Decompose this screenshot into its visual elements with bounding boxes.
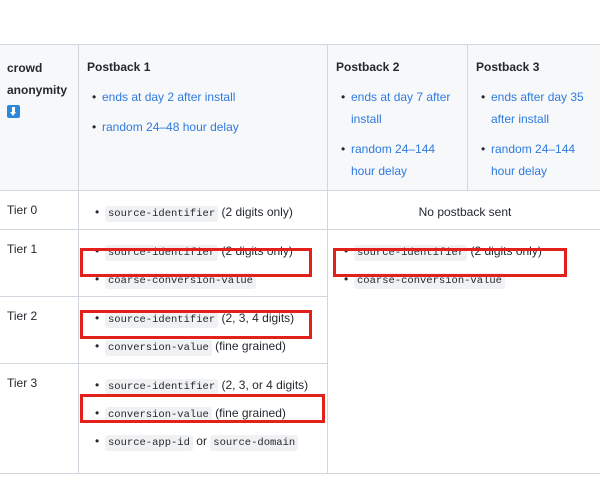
postback-1-item[interactable]: • ends at day 2 after install	[87, 86, 319, 108]
postback-3-title: Postback 3	[476, 60, 540, 74]
header-postback-3	[468, 45, 600, 191]
highlight-box	[80, 394, 325, 423]
header-crowd-anonymity	[0, 45, 79, 191]
code-snippet: conversion-value	[105, 407, 212, 423]
code-snippet: source-identifier	[354, 245, 467, 261]
item-text: (2 digits only)	[221, 205, 293, 219]
item-text: (2 digits only)	[470, 244, 542, 258]
code-snippet: source-identifier	[105, 245, 218, 261]
postback-1-list	[87, 86, 319, 138]
header-anonymity-label: anonymity	[7, 83, 68, 97]
header-postback-2	[328, 45, 468, 191]
item-text: (fine grained)	[215, 339, 286, 353]
header-postback-1	[79, 45, 328, 191]
list-item	[87, 430, 319, 454]
code-snippet: source-identifier	[105, 206, 218, 222]
code-snippet: conversion-value	[105, 340, 212, 356]
item-text: or	[196, 434, 207, 448]
tier-label: Tier 2	[0, 297, 79, 364]
postback-2-title: Postback 2	[336, 60, 400, 74]
code-snippet: source-domain	[210, 435, 298, 451]
table-row-tier-0	[0, 191, 600, 230]
highlight-box	[333, 248, 567, 277]
tier-0-postback-1	[79, 191, 328, 230]
postback-1-title: Postback 1	[87, 60, 151, 74]
code-snippet: source-identifier	[105, 312, 218, 328]
tier-label: Tier 1	[0, 230, 79, 297]
postback-1-item[interactable]: • random 24–48 hour delay	[87, 116, 319, 138]
highlight-box	[80, 310, 312, 339]
item-text: (2, 3, 4 digits)	[221, 311, 295, 325]
tier-label: Tier 0	[0, 191, 79, 230]
postback-3-item[interactable]: • ends after day 35 after install	[476, 86, 594, 130]
postback-3-list	[476, 86, 594, 182]
postback-2-item[interactable]: • ends at day 7 after install	[336, 86, 459, 130]
header-row	[0, 45, 600, 191]
no-postback-cell: No postback sent	[328, 191, 600, 230]
postback-2-list	[336, 86, 459, 182]
list-item	[87, 201, 319, 225]
item-text: (2, 3, or 4 digits)	[221, 378, 309, 392]
postback-3-item[interactable]: • random 24–144 hour delay	[476, 138, 594, 182]
code-snippet: source-identifier	[105, 379, 218, 395]
postback-2-item[interactable]: • random 24–144 hour delay	[336, 138, 459, 182]
code-snippet: source-app-id	[105, 435, 193, 451]
highlight-box	[80, 248, 312, 277]
item-text: (fine grained)	[215, 406, 286, 420]
sort-down-icon[interactable]	[7, 105, 20, 118]
code-snippet: coarse-conversion-value	[354, 273, 505, 289]
tier-label: Tier 3	[0, 364, 79, 474]
item-text: (2 digits only)	[221, 244, 293, 258]
header-crowd-label: crowd	[7, 61, 43, 75]
code-snippet: coarse-conversion-value	[105, 273, 256, 289]
